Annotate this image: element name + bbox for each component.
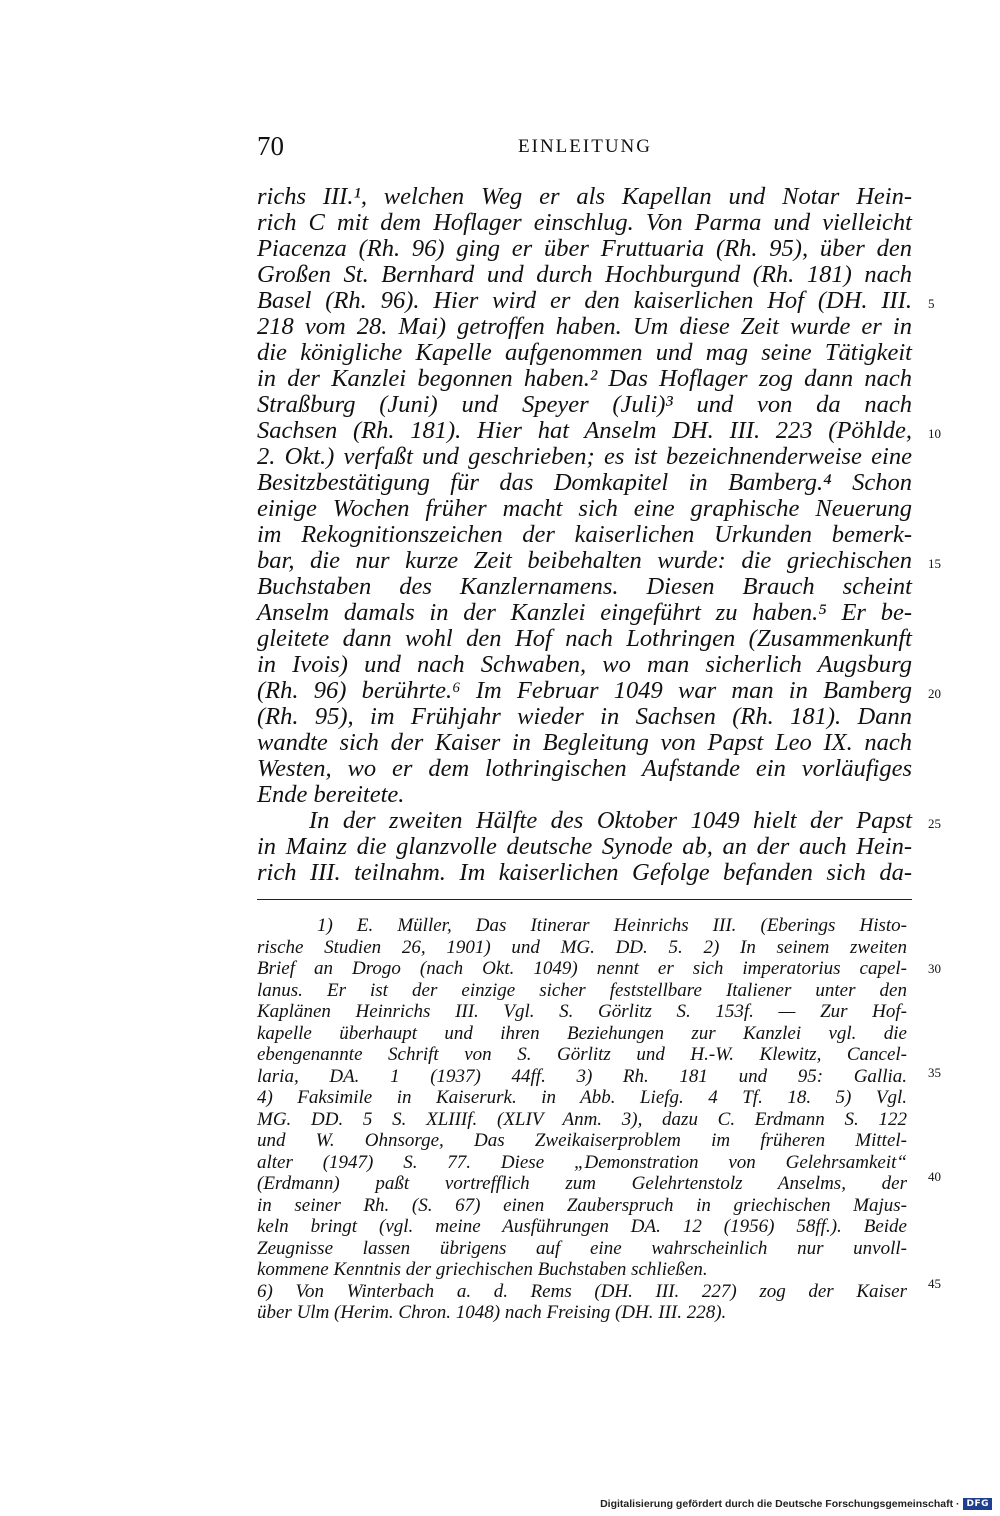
- footnote-line: Zeugnisse lassen übrigens auf eine wahrscheinlich nur unvoll-: [257, 1237, 907, 1259]
- body-line: Besitzbestätigung für das Domkapitel in Bamberg.⁴ Schon: [257, 469, 912, 496]
- body-line: Buchstaben des Kanzlernamens. Diesen Brauch scheint: [257, 573, 912, 600]
- body-line: in der Kanzlei begonnen haben.² Das Hoflager zog dann nach: [257, 365, 912, 392]
- line-number-marker: 45: [928, 1276, 941, 1291]
- body-line: Basel (Rh. 96). Hier wird er den kaiserlichen Hof (DH. III.: [257, 287, 912, 314]
- line-number-marker: 25: [928, 816, 941, 831]
- body-line: gleitete dann wohl den Hof nach Lothringen (Zusammenkunft: [257, 625, 912, 652]
- line-number-marker: 20: [928, 686, 941, 701]
- body-line: Anselm damals in der Kanzlei eingeführt zu haben.⁵ Er be-: [257, 599, 912, 626]
- body-line: im Rekognitionszeichen der kaiserlichen Urkunden bemerk-: [257, 521, 912, 548]
- body-line: (Rh. 95), im Frühjahr wieder in Sachsen (Rh. 181). Dann: [257, 703, 912, 730]
- body-line: (Rh. 96) berührte.⁶ Im Februar 1049 war man in Bamberg: [257, 677, 912, 704]
- line-number-marker: 40: [928, 1169, 941, 1184]
- footnote-line: 4) Faksimile in Kaiserurk. in Abb. Liefg. 4 Tf. 18. 5) Vgl.: [257, 1087, 907, 1108]
- page-number: 70: [257, 131, 284, 161]
- body-line: rich C mit dem Hoflager einschlug. Von Parma und vielleicht: [257, 209, 912, 236]
- running-head: EINLEITUNG: [518, 136, 652, 157]
- digitization-credit: [600, 1498, 992, 1510]
- credit-text: Digitalisierung gefördert durch die Deutsche Forschungsgemeinschaft ·: [600, 1498, 960, 1510]
- line-number-marker: 30: [928, 961, 941, 976]
- footnote-line: Kaplänen Heinrichs III. Vgl. S. Görlitz S. 153f. — Zur Hof-: [257, 1001, 907, 1022]
- line-number-marker: 5: [928, 296, 935, 311]
- footnote-line: 6) Von Winterbach a. d. Rems (DH. III. 227) zog der Kaiser: [257, 1280, 907, 1302]
- footnote-line: alter (1947) S. 77. Diese „Demonstration von Gelehrsamkeit“: [257, 1151, 907, 1173]
- body-line: 218 vom 28. Mai) getroffen haben. Um diese Zeit wurde er in: [257, 313, 912, 340]
- body-line: in Mainz die glanzvolle deutsche Synode ab, an der auch Hein-: [257, 833, 912, 860]
- footnote-line: 1) E. Müller, Das Itinerar Heinrichs III. (Eberings Histo-: [317, 915, 907, 936]
- line-number-marker: 35: [928, 1065, 941, 1080]
- page-header: [255, 128, 915, 164]
- body-line: 2. Okt.) verfaßt und geschrieben; es ist bezeichnenderweise eine: [257, 443, 912, 470]
- footnote-divider: [257, 899, 912, 900]
- footnote-line: laria, DA. 1 (1937) 44ff. 3) Rh. 181 und 95: Gallia.: [257, 1065, 907, 1087]
- footnote-line: ebengenannte Schrift von S. Görlitz und H.-W. Klewitz, Cancel-: [257, 1044, 907, 1065]
- body-line: Großen St. Bernhard und durch Hochburgund (Rh. 181) nach: [257, 261, 912, 288]
- footnote-line: kommene Kenntnis der griechischen Buchstaben schließen.: [257, 1259, 708, 1280]
- body-line: Piacenza (Rh. 96) ging er über Fruttuaria (Rh. 95), über den: [257, 235, 912, 262]
- body-line: rich III. teilnahm. Im kaiserlichen Gefolge befanden sich da-: [257, 859, 912, 886]
- body-line: Westen, wo er dem lothringischen Aufstande ein vorläufiges: [257, 755, 912, 782]
- body-line: Ende bereitete.: [257, 781, 405, 808]
- line-number-marker: 15: [928, 556, 941, 571]
- body-line: In der zweiten Hälfte des Oktober 1049 hielt der Papst: [309, 807, 912, 834]
- footnote-line: (Erdmann) paßt vortrefflich zum Gelehrtenstolz Anselms, der: [257, 1173, 907, 1194]
- footnote-line: Brief an Drogo (nach Okt. 1049) nennt er sich imperatorius capel-: [257, 958, 907, 979]
- body-line: richs III.¹, welchen Weg er als Kapellan und Notar Hein-: [257, 183, 912, 210]
- footnote-line: über Ulm (Herim. Chron. 1048) nach Freising (DH. III. 228).: [257, 1302, 727, 1323]
- body-line: in Ivois) und nach Schwaben, wo man sicherlich Augsburg: [257, 651, 912, 678]
- body-line: wandte sich der Kaiser in Begleitung von Papst Leo IX. nach: [257, 729, 912, 756]
- footnote-line: rische Studien 26, 1901) und MG. DD. 5. 2) In seinem zweiten: [257, 936, 907, 958]
- body-line: Sachsen (Rh. 181). Hier hat Anselm DH. III. 223 (Pöhlde,: [257, 417, 912, 444]
- body-line: die königliche Kapelle aufgenommen und mag seine Tätigkeit: [257, 339, 912, 366]
- body-line: Straßburg (Juni) und Speyer (Juli)³ und von da nach: [257, 391, 912, 418]
- dfg-logo: DFG: [963, 1498, 992, 1510]
- footnote-line: MG. DD. 5 S. XLIIIf. (XLIV Anm. 3), dazu C. Erdmann S. 122: [257, 1108, 907, 1130]
- line-number-marker: 10: [928, 426, 941, 441]
- footnote-line: keln bringt (vgl. meine Ausführungen DA. 12 (1956) 58ff.). Beide: [257, 1216, 907, 1237]
- footnote-line: kapelle überhaupt und ihren Beziehungen zur Kanzlei vgl. die: [257, 1022, 907, 1044]
- body-line: bar, die nur kurze Zeit beibehalten wurde: die griechischen: [257, 547, 912, 574]
- body-text: [257, 184, 912, 886]
- footnote-line: lanus. Er ist der einzige sicher feststellbare Italiener unter den: [257, 979, 907, 1001]
- footnote-line: und W. Ohnsorge, Das Zweikaiserproblem im früheren Mittel-: [257, 1130, 907, 1151]
- body-line: einige Wochen früher macht sich eine graphische Neuerung: [257, 495, 912, 522]
- footnote-line: in seiner Rh. (S. 67) einen Zauberspruch in griechischen Majus-: [257, 1194, 907, 1216]
- footnotes: [257, 915, 907, 1324]
